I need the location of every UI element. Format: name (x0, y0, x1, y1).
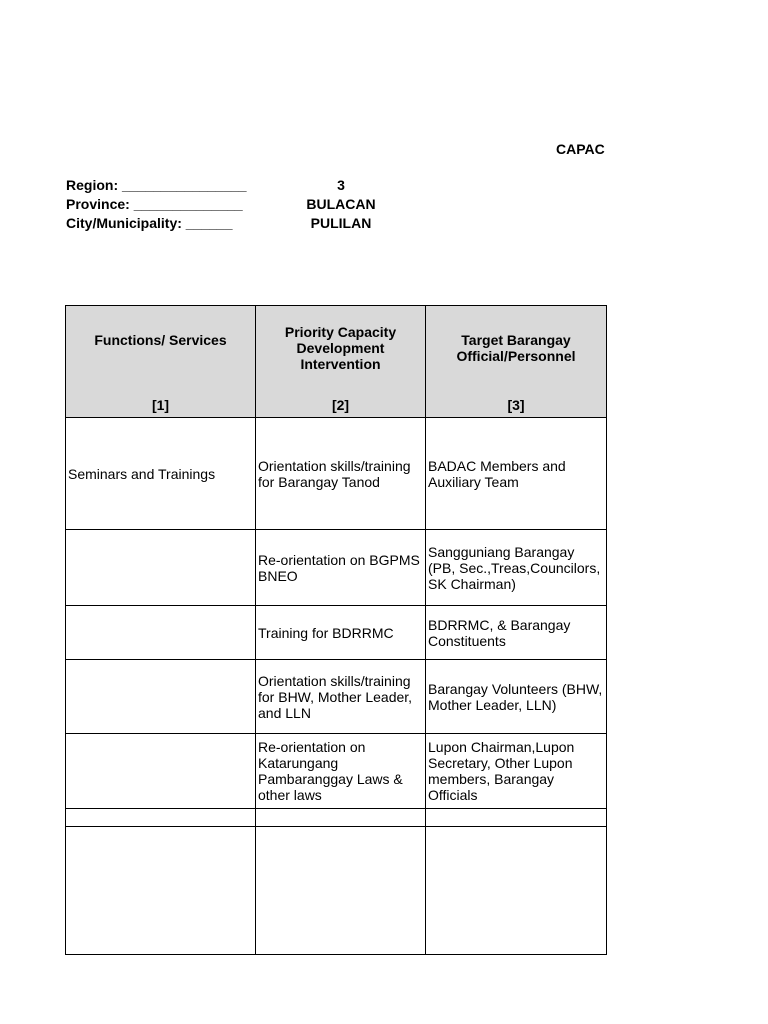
cell-target: BDRRMC, & Barangay Constituents (426, 606, 607, 660)
cell-intervention: Orientation skills/training for BHW, Mother Leader, and LLN (256, 660, 426, 734)
cell-function (66, 606, 256, 660)
region-value: 3 (337, 177, 345, 193)
header-number: [3] (507, 397, 525, 413)
header-functions-services (66, 306, 256, 418)
cell-function (66, 809, 256, 827)
cell-intervention (256, 827, 426, 955)
cell-target (426, 827, 607, 955)
header-label: Priority Capacity Development Intervention (284, 324, 397, 372)
cell-function (66, 660, 256, 734)
table-row (66, 660, 607, 734)
table-header-row (66, 306, 607, 418)
city-label: City/Municipality: ______ (66, 215, 233, 231)
cell-intervention: Orientation skills/training for Barangay Tanod (256, 418, 426, 530)
header-priority-intervention (256, 306, 426, 418)
table-row (66, 734, 607, 809)
cell-target: Sangguniang Barangay (PB, Sec.,Treas,Councilors, SK Chairman) (426, 530, 607, 606)
cell-intervention (256, 809, 426, 827)
region-label: Region: ________________ (66, 177, 247, 193)
cell-target: BADAC Members and Auxiliary Team (426, 418, 607, 530)
table-row (66, 827, 607, 955)
cell-function (66, 827, 256, 955)
table-row (66, 530, 607, 606)
header-target-personnel (426, 306, 607, 418)
table-row (66, 606, 607, 660)
province-value: BULACAN (306, 196, 376, 212)
header-label: Target Barangay Official/Personnel (456, 332, 576, 364)
city-value: PULILAN (310, 215, 372, 231)
table-row (66, 418, 607, 530)
cell-intervention: Training for BDRRMC (256, 606, 426, 660)
province-label: Province: ______________ (66, 196, 243, 212)
header-number: [1] (151, 397, 170, 413)
cell-function: Seminars and Trainings (66, 418, 256, 530)
header-label: Functions/ Services (94, 332, 227, 348)
header-number: [2] (331, 397, 350, 413)
cell-target: Lupon Chairman,Lupon Secretary, Other Lupon members, Barangay Officials (426, 734, 607, 809)
document-title: CAPAC (556, 141, 605, 157)
cell-target (426, 809, 607, 827)
cell-intervention: Re-orientation on BGPMS BNEO (256, 530, 426, 606)
cell-function (66, 530, 256, 606)
table-row (66, 809, 607, 827)
cell-function (66, 734, 256, 809)
cell-intervention: Re-orientation on Katarungang Pambaranggay Laws & other laws (256, 734, 426, 809)
capacity-development-table (65, 305, 607, 955)
cell-target: Barangay Volunteers (BHW, Mother Leader, LLN) (426, 660, 607, 734)
